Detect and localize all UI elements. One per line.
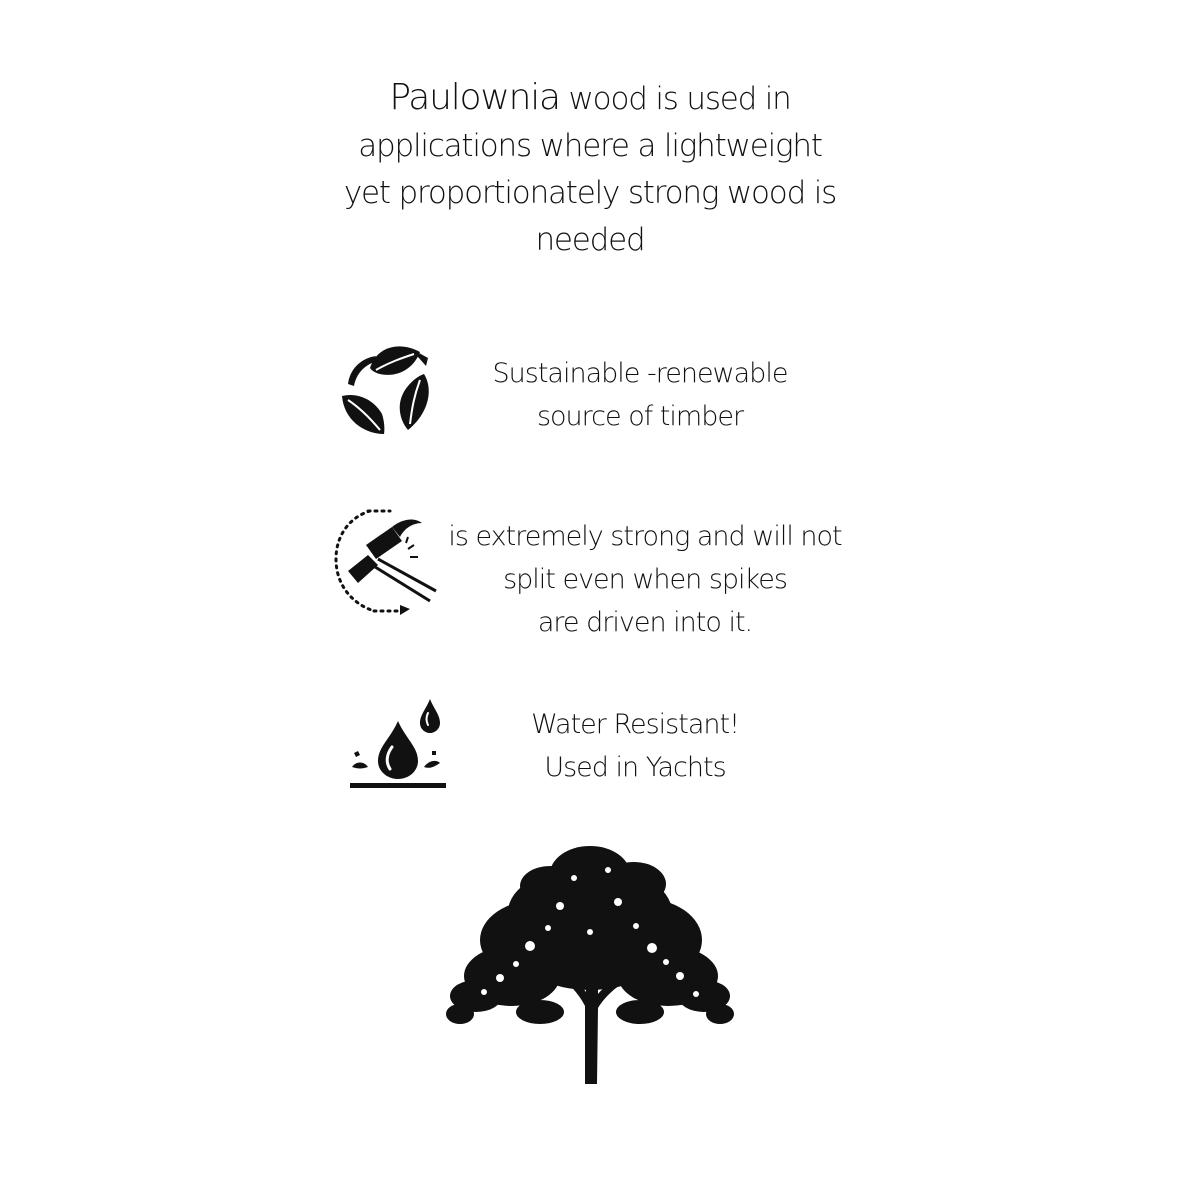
feature-sustainable-line-1: Sustainable -renewable <box>492 358 788 389</box>
intro-line-4: needed <box>535 222 645 258</box>
feature-sustainable-line-2: source of timber <box>536 401 744 432</box>
feature-strength-line-3: are driven into it. <box>537 607 753 638</box>
brand-name: Paulownia <box>389 77 560 118</box>
tree-icon <box>440 836 740 1084</box>
intro-line-1-text: wood is used in <box>559 81 791 117</box>
intro-line-1 <box>300 74 880 123</box>
feature-strength-line-2: split even when spikes <box>503 564 787 595</box>
recycle-leaves-icon <box>336 338 436 438</box>
feature-sustainable <box>440 352 840 438</box>
feature-water <box>440 703 830 789</box>
hammer-icon <box>330 505 446 619</box>
feature-water-line-2: Used in Yachts <box>544 752 726 783</box>
intro-paragraph <box>300 74 880 264</box>
intro-line-3: yet proportionately strong wood is <box>343 175 837 211</box>
water-drops-icon <box>346 695 450 791</box>
intro-line-2: applications where a lightweight <box>358 128 822 164</box>
feature-strength-line-1: is extremely strong and will not <box>448 521 842 552</box>
feature-strength <box>440 515 850 644</box>
feature-water-line-1: Water Resistant! <box>531 709 739 740</box>
